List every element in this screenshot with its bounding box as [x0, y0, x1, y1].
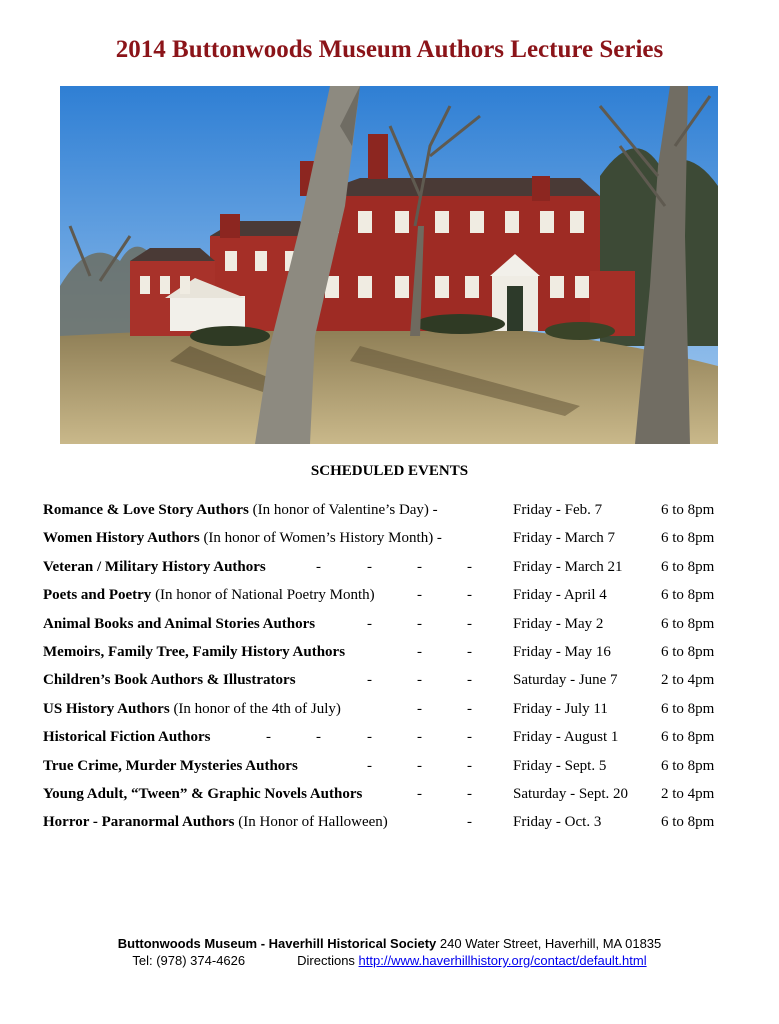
museum-photo	[60, 86, 718, 444]
event-description	[43, 644, 345, 661]
event-dash: -	[467, 786, 472, 802]
event-name: Animal Books and Animal Stories Authors	[43, 615, 316, 632]
event-description	[43, 672, 296, 689]
event-date: Friday - May 2	[513, 615, 604, 632]
event-time: 2 to 4pm	[661, 786, 715, 802]
event-date: Friday - Sept. 5	[513, 757, 607, 774]
event-description	[43, 530, 442, 547]
event-date: Friday - Oct. 3	[513, 814, 602, 831]
event-name: US History Authors	[43, 700, 170, 717]
event-dash: -	[417, 700, 422, 717]
event-time: 6 to 8pm	[661, 644, 715, 660]
event-dash: -	[367, 729, 372, 746]
scheduled-events-heading: SCHEDULED EVENTS	[310, 463, 469, 479]
event-date: Friday - May 16	[513, 644, 611, 660]
event-name: Romance & Love Story Authors	[43, 502, 249, 518]
event-row	[0, 786, 779, 808]
event-name: Memoirs, Family Tree, Family History Authors	[43, 644, 346, 660]
event-description	[43, 729, 211, 746]
event-time: 6 to 8pm	[661, 757, 715, 774]
event-dash: -	[417, 615, 422, 632]
footer-directions-label: Directions	[297, 953, 359, 968]
event-dash: -	[367, 672, 372, 689]
event-row	[0, 587, 779, 609]
event-note: (In honor of Valentine’s Day) -	[248, 502, 438, 518]
event-dash: -	[417, 558, 422, 575]
event-dash: -	[467, 644, 472, 660]
event-dash: -	[467, 558, 472, 575]
event-name: Veteran / Military History Authors	[43, 558, 266, 575]
event-dash: -	[467, 814, 472, 831]
event-time: 6 to 8pm	[661, 530, 715, 547]
event-row	[0, 502, 779, 524]
event-name: Historical Fiction Authors	[43, 729, 211, 746]
event-description	[43, 616, 315, 633]
event-note: (In Honor of Halloween)	[234, 814, 388, 831]
event-dash: -	[367, 558, 372, 575]
footer-address: 240 Water Street, Haverhill, MA 01835	[436, 936, 662, 951]
footer-contact-line	[0, 953, 779, 968]
event-time: 6 to 8pm	[661, 700, 715, 717]
footer-phone: Tel: (978) 374-4626	[132, 953, 246, 968]
event-row	[0, 530, 779, 552]
event-dash: -	[467, 615, 472, 632]
event-dash: -	[467, 672, 472, 689]
event-row	[0, 814, 779, 836]
event-row	[0, 729, 779, 751]
footer-address-line	[0, 936, 779, 951]
directions-link[interactable]: http://www.haverhillhistory.org/contact/default.html	[358, 953, 647, 968]
event-name: True Crime, Murder Mysteries Authors	[43, 757, 298, 774]
event-name: Horror - Paranormal Authors	[43, 814, 235, 831]
event-dash: -	[417, 672, 422, 689]
event-dash: -	[467, 757, 472, 774]
event-row	[0, 644, 779, 666]
event-description	[43, 559, 266, 576]
event-row	[0, 616, 779, 638]
event-date: Saturday - June 7	[513, 672, 618, 689]
event-date: Friday - Feb. 7	[513, 502, 603, 518]
event-date: Friday - March 21	[513, 558, 623, 575]
event-dash: -	[417, 757, 422, 774]
event-time: 6 to 8pm	[661, 615, 715, 632]
event-name: Poets and Poetry	[43, 587, 152, 604]
event-dash: -	[417, 587, 422, 604]
event-time: 6 to 8pm	[661, 558, 715, 575]
event-note: (In honor of Women’s History Month) -	[199, 530, 442, 547]
event-row	[0, 559, 779, 581]
event-date: Friday - March 7	[513, 530, 616, 547]
event-time: 6 to 8pm	[661, 729, 715, 746]
event-row	[0, 701, 779, 723]
event-description	[43, 587, 375, 604]
event-dash: -	[367, 615, 372, 632]
event-dash: -	[266, 729, 271, 746]
event-note: (In honor of National Poetry Month)	[151, 587, 375, 604]
event-description	[43, 758, 298, 775]
event-row	[0, 672, 779, 694]
event-row	[0, 758, 779, 780]
event-time: 6 to 8pm	[661, 587, 715, 604]
event-time: 6 to 8pm	[661, 814, 715, 831]
event-time: 2 to 4pm	[661, 672, 715, 689]
event-name: Young Adult, “Tween” & Graphic Novels Authors	[43, 786, 363, 802]
event-dash: -	[467, 700, 472, 717]
event-dash: -	[367, 757, 372, 774]
event-date: Friday - July 11	[513, 700, 608, 717]
event-dash: -	[417, 786, 422, 802]
event-description	[43, 814, 388, 831]
event-dash: -	[316, 558, 321, 575]
event-name: Women History Authors	[43, 530, 200, 547]
footer-org: Buttonwoods Museum - Haverhill Historical Society	[117, 936, 437, 951]
event-description	[43, 786, 362, 803]
event-date: Saturday - Sept. 20	[513, 786, 628, 802]
event-dash: -	[417, 644, 422, 660]
event-dash: -	[417, 729, 422, 746]
event-time: 6 to 8pm	[661, 502, 715, 518]
event-date: Friday - April 4	[513, 587, 607, 604]
event-dash: -	[316, 729, 321, 746]
event-note: (In honor of the 4th of July)	[169, 700, 341, 717]
event-name: Children’s Book Authors & Illustrators	[43, 672, 296, 689]
event-dash: -	[467, 729, 472, 746]
event-date: Friday - August 1	[513, 729, 619, 746]
event-description	[43, 502, 438, 519]
event-description	[43, 701, 341, 718]
page-title: 2014 Buttonwoods Museum Authors Lecture Series	[115, 36, 664, 63]
event-dash: -	[467, 587, 472, 604]
